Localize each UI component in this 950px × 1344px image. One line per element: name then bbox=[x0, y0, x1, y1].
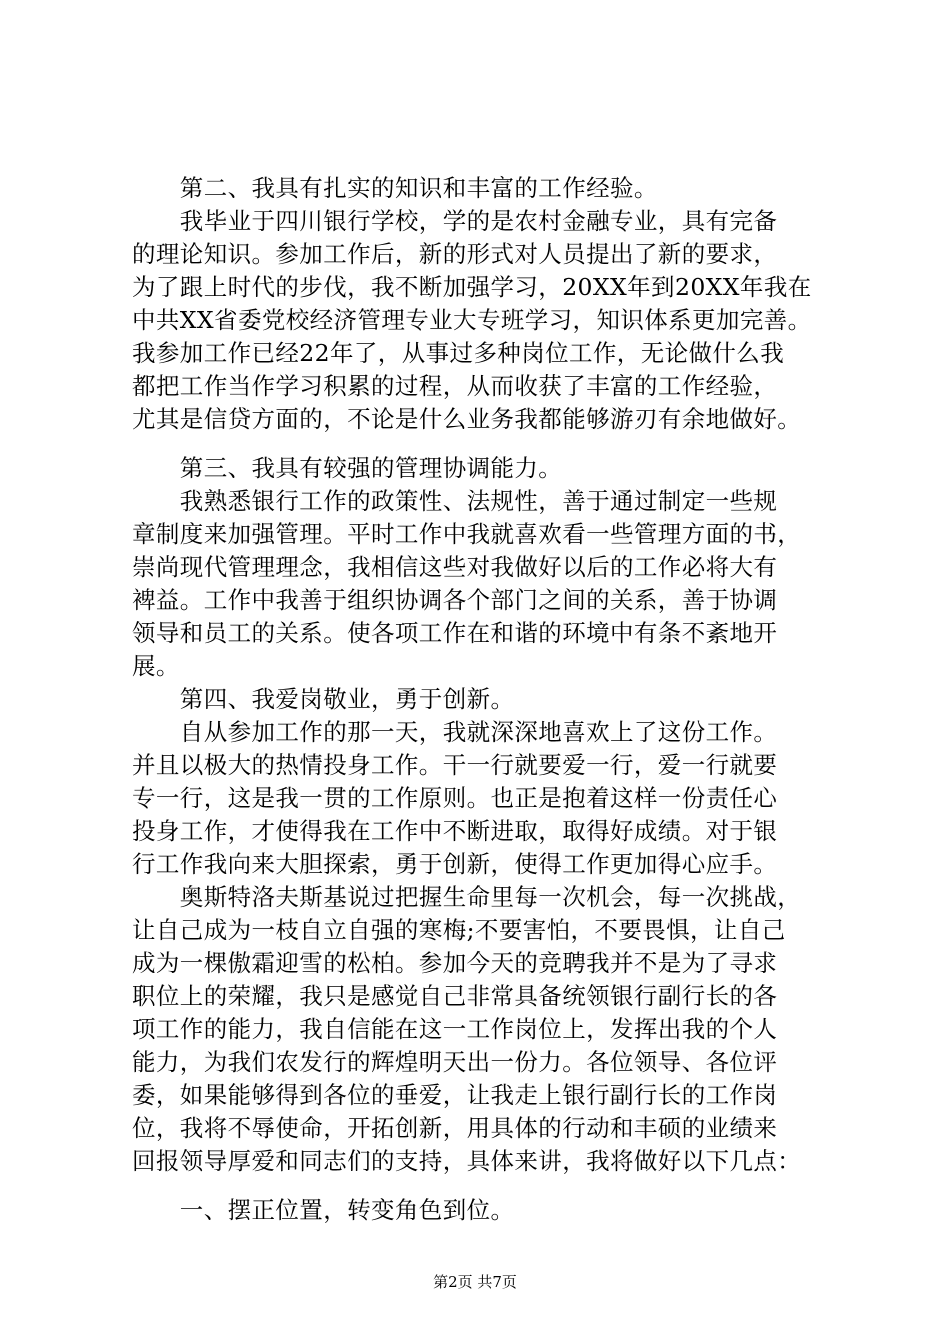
text-line: 的理论知识。参加工作后，新的形式对人员提出了新的要求， bbox=[132, 240, 778, 268]
text-line: 委，如果能够得到各位的垂爱，让我走上银行副行长的工作岗 bbox=[132, 1081, 778, 1109]
text-line: 回报领导厚爱和同志们的支持，具体来讲，我将做好以下几点： bbox=[132, 1147, 802, 1175]
text-line: 行工作我向来大胆探索，勇于创新，使得工作更加得心应手。 bbox=[132, 850, 778, 878]
text-line: 我参加工作已经22年了，从事过多种岗位工作，无论做什么我 bbox=[132, 339, 785, 367]
text-line: 第二、我具有扎实的知识和丰富的工作经验。 bbox=[132, 174, 658, 202]
text-line: 项工作的能力，我自信能在这一工作岗位上，发挥出我的个人 bbox=[132, 1015, 778, 1043]
text-line: 专一行，这是我一贯的工作原则。也正是抱着这样一份责任心 bbox=[132, 784, 778, 812]
text-line: 领导和员工的关系。使各项工作在和谐的环境中有条不紊地开 bbox=[132, 619, 778, 647]
text-line: 并且以极大的热情投身工作。干一行就要爱一行，爱一行就要 bbox=[132, 751, 778, 779]
text-line: 第三、我具有较强的管理协调能力。 bbox=[132, 454, 563, 482]
text-line: 职位上的荣耀，我只是感觉自己非常具备统领银行副行长的各 bbox=[132, 982, 778, 1010]
text-line: 成为一棵傲霜迎雪的松柏。参加今天的竞聘我并不是为了寻求 bbox=[132, 949, 778, 977]
text-line: 崇尚现代管理理念，我相信这些对我做好以后的工作必将大有 bbox=[132, 553, 778, 581]
text-line: 投身工作，才使得我在工作中不断进取，取得好成绩。对于银 bbox=[132, 817, 778, 845]
text-line: 让自己成为一枝自立自强的寒梅;不要害怕，不要畏惧，让自己 bbox=[132, 916, 786, 944]
text-line: 我熟悉银行工作的政策性、法规性，善于通过制定一些规 bbox=[132, 487, 778, 515]
text-line: 自从参加工作的那一天，我就深深地喜欢上了这份工作。 bbox=[132, 718, 778, 746]
text-line: 都把工作当作学习积累的过程，从而收获了丰富的工作经验， bbox=[132, 372, 778, 400]
text-line: 奥斯特洛夫斯基说过把握生命里每一次机会，每一次挑战， bbox=[132, 883, 802, 911]
text-line: 位，我将不辱使命，开拓创新，用具体的行动和丰硕的业绩来 bbox=[132, 1114, 778, 1142]
text-line: 一、摆正位置，转变角色到位。 bbox=[132, 1196, 515, 1224]
text-line: 第四、我爱岗敬业，勇于创新。 bbox=[132, 685, 515, 713]
text-line: 裨益。工作中我善于组织协调各个部门之间的关系，善于协调 bbox=[132, 586, 778, 614]
text-line: 为了跟上时代的步伐，我不断加强学习，20XX年到20XX年我在 bbox=[132, 273, 812, 301]
text-line: 我毕业于四川银行学校，学的是农村金融专业，具有完备 bbox=[132, 207, 778, 235]
text-line: 能力，为我们农发行的辉煌明天出一份力。各位领导、各位评 bbox=[132, 1048, 778, 1076]
text-line: 中共XX省委党校经济管理专业大专班学习，知识体系更加完善。 bbox=[132, 306, 812, 334]
page-footer: 第2页 共7页 bbox=[433, 1273, 517, 1291]
text-line: 章制度来加强管理。平时工作中我就喜欢看一些管理方面的书， bbox=[132, 520, 802, 548]
text-line: 尤其是信贷方面的，不论是什么业务我都能够游刃有余地做好。 bbox=[132, 405, 802, 433]
text-line: 展。 bbox=[132, 652, 180, 680]
